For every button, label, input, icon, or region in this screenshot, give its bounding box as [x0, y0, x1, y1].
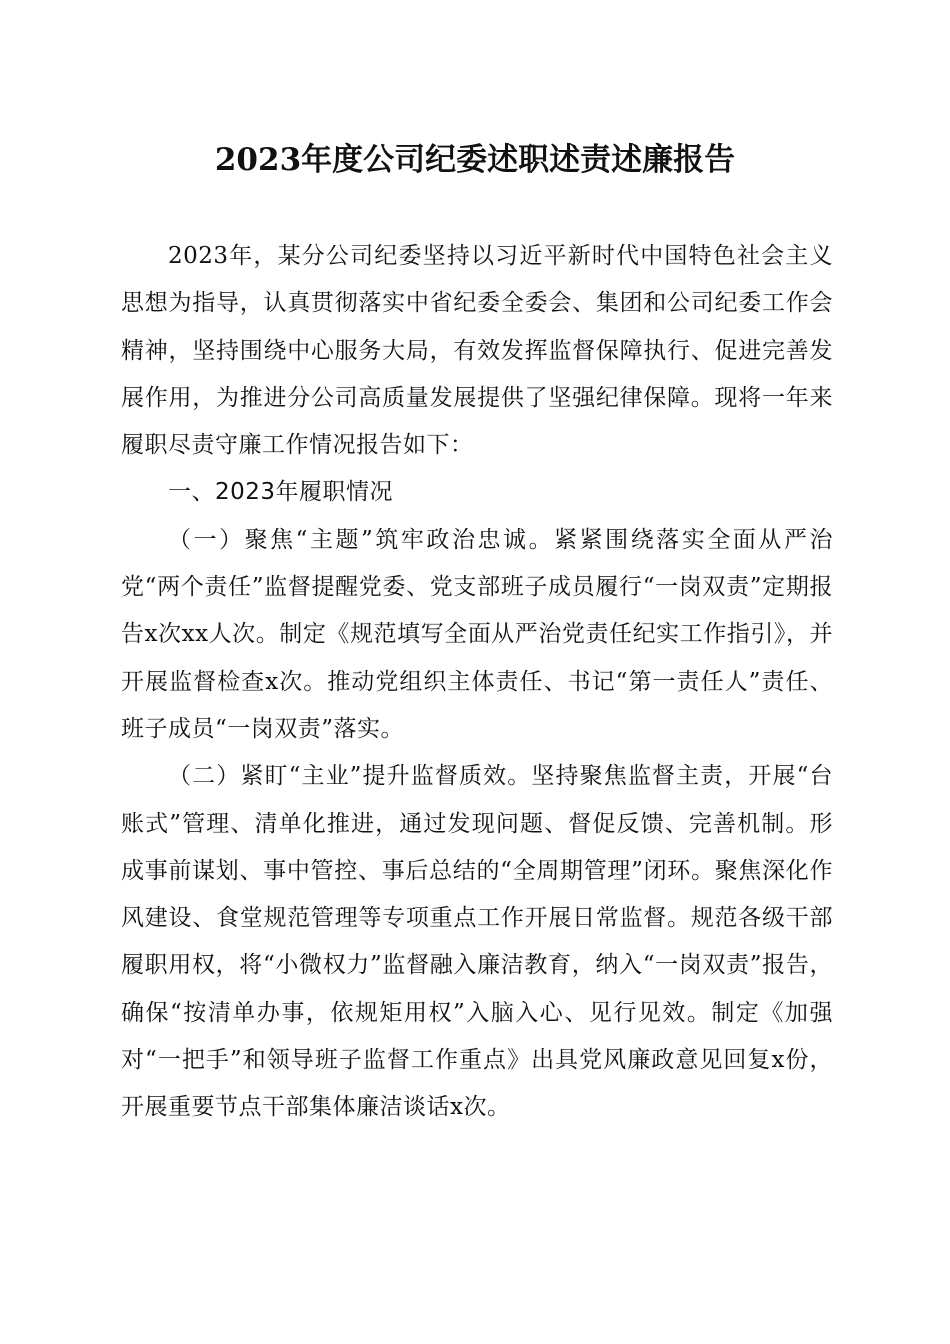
- item-paragraph-1: （一）聚焦“主题”筑牢政治忠诚。紧紧围绕落实全面从严治党“两个责任”监督提醒党委、党支部班子成员履行“一岗双责”定期报告x次xx人次。制定《规范填写全面从严治党责任纪实工作指引》，并开展监督检查x次。推动党组织主体责任、书记“第一责任人”责任、班子成员“一岗双责”落实。: [121, 526, 833, 742]
- section-heading-1: 一、2023年履职情况: [168, 479, 394, 506]
- item-paragraph-2: （二）紧盯“主业”提升监督质效。坚持聚焦监督主责，开展“台账式”管理、清单化推进，通过发现问题、督促反馈、完善机制。形成事前谋划、事中管控、事后总结的“全周期管理”闭环。聚焦深化作风建设、食堂规范管理等专项重点工作开展日常监督。规范各级干部履职用权，将“小微权力”监督融入廉洁教育，纳入“一岗双责”报告，确保“按清单办事，依规矩用权”入脑入心、见行见效。制定《加强对“一把手”和领导班子监督工作重点》出具党风廉政意见回复x份，开展重要节点干部集体廉洁谈话x次。: [121, 763, 833, 1121]
- document-title: 2023年度公司纪委述职述责述廉报告: [214, 142, 736, 178]
- intro-paragraph: 2023年，某分公司纪委坚持以习近平新时代中国特色社会主义思想为指导，认真贯彻落实中省纪委全委会、集团和公司纪委工作会精神，坚持围绕中心服务大局，有效发挥监督保障执行、促进完善发展作用，为推进分公司高质量发展提供了坚强纪律保障。现将一年来履职尽责守廉工作情况报告如下：: [121, 243, 833, 459]
- document-body: [121, 233, 833, 1132]
